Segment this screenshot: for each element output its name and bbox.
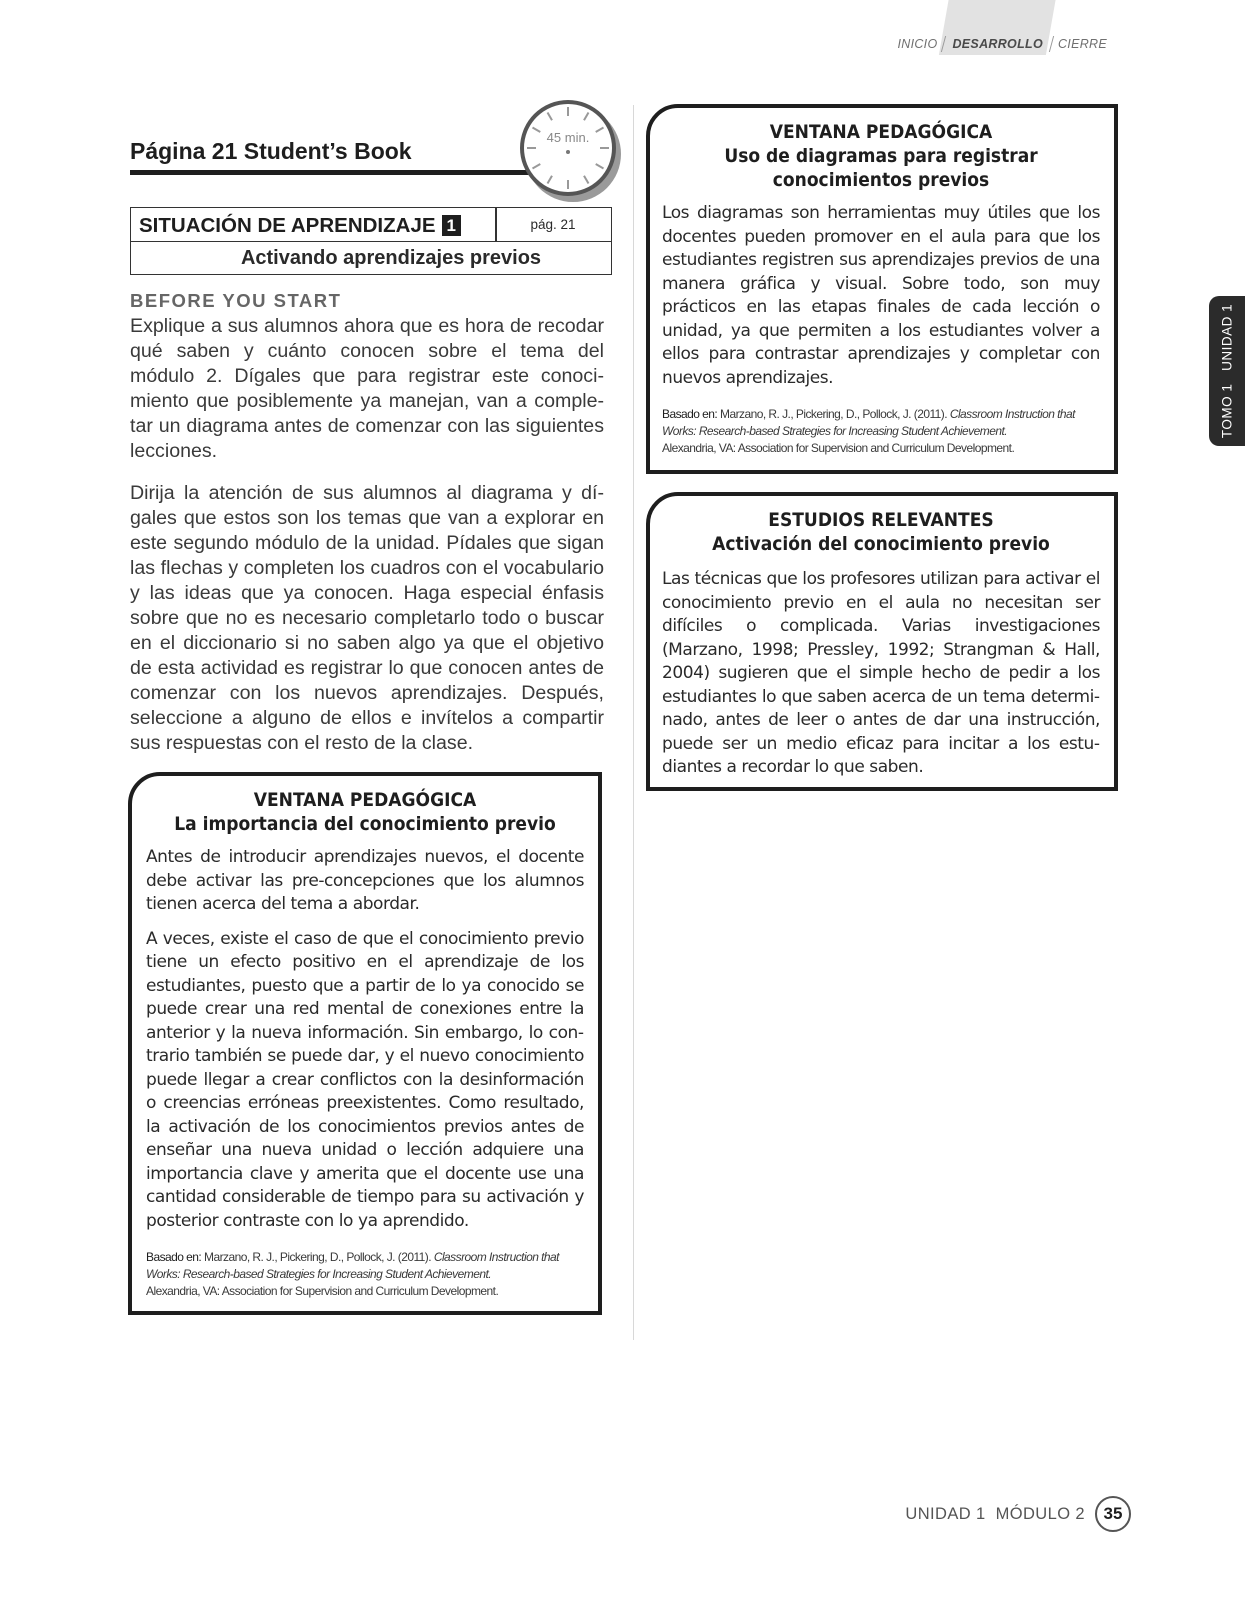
clock-center (566, 150, 570, 154)
situation-number: 1 (442, 215, 461, 236)
nav-separator (1049, 36, 1054, 52)
clock-tick (583, 175, 589, 184)
reference-title: Classroom Instruction that Works: Research-based Strategies for Increasing Student Achievement. (662, 407, 1075, 438)
reference-title: Classroom Instruction that Works: Research-based Strategies for Increasing Student Achievement. (146, 1250, 559, 1281)
callout-paragraph: Los diagramas son herramientas muy útiles que los docentes pueden promover en el aula para que los estudiantes registren sus aprendizajes previos de una manera gráfica y visual. Sobre todo, son muy prácticos en las etapas finales de cada lección o unidad, ya que permiten a los estudiantes volver a ellos para contrastar aprendizajes y completar con nuevos aprendizajes. (662, 203, 1100, 388)
callout-subheading: Uso de diagramas para registrar conocimientos previos (724, 145, 1038, 191)
reference-authors: Marzano, R. J., Pickering, D., Pollock, J. (2011). (717, 407, 950, 421)
footer-unit: UNIDAD 1 (905, 1504, 986, 1523)
clock-tick (583, 112, 589, 121)
situation-title (139, 214, 461, 238)
clock-tick (527, 147, 536, 149)
callout-paragraph: Antes de introducir aprendizajes nuevos, el docente debe activar las pre-concepciones que los alumnos tienen acerca del tema a abordar. (146, 847, 584, 914)
body-paragraph: Dirija la atención de sus alumnos al diagrama y dígales que estos son los temas que van a explorar en este segundo módulo de la unidad. Pídales que sigan las flechas y completen los cuadros con el vocabulario y las ideas que ya conocen. Haga especial énfasis sobre que no es necesario completarlo todo o buscar en el diccionario si no saben algo ya que el objetivo de esta actividad es registrar lo que conocen antes de comenzar con los nuevos aprendizajes. Después, seleccione a alguno de ellos e invítelos a compartir sus respuestas con el resto de la clase. (130, 482, 604, 754)
callout-heading: VENTANA PEDAGÓGICA (253, 789, 477, 811)
clock-tick (567, 180, 569, 189)
nav-desarrollo (950, 37, 1045, 51)
callout-heading: VENTANA PEDAGÓGICA (769, 121, 993, 143)
section-nav (897, 36, 1107, 52)
callout-paragraph: A veces, existe el caso de que el conocimiento previo tiene un efecto positivo en el aprendizaje de los estudiantes, puesto que a partir de lo ya conocido se puede crear una red mental de conexiones entre la anterior y la nueva información. Sin embargo, lo contrario también se puede dar, y el nuevo conocimiento puede llegar a crear conflictos con la desinformación o creencias erróneas preexistentes. Como resultado, la activación de los conocimientos previos antes de enseñar una nueva unidad o lección adquiere una importancia clave y amerita que el docente use una cantidad considerable de tiempo para su activación y posterior contraste con lo ya aprendido. (146, 928, 584, 1231)
page-number: 35 (1095, 1496, 1131, 1532)
reference-label: Basado en: (146, 1250, 202, 1264)
callout-subheading: La importancia del conocimiento previo (174, 813, 556, 835)
clock-tick (547, 112, 553, 121)
clock-tick (532, 163, 541, 169)
reference-authors: Marzano, R. J., Pickering, D., Pollock, J. (2011). (201, 1250, 434, 1264)
footer-module: MÓDULO 2 (995, 1504, 1085, 1523)
reference-label: Basado en: (662, 407, 718, 421)
side-tab (1209, 296, 1245, 446)
callout-reference (146, 1249, 584, 1300)
situation-subtitle: Activando aprendizajes previos (240, 247, 542, 269)
page-footer (905, 1496, 1131, 1532)
callout-paragraph: Las técnicas que los profesores utilizan para activar el conocimiento previo en el aula no necesitan ser difíciles o complicada. Varias investigaciones (Marzano, 1998; Pressley, 1992; Strangman & Hall, 2004) sugieren que el simple hecho de pedir a los estudiantes lo que saben acerca de un tema determinado, antes de leer o antes de dar una instrucción, puede ser un medio eficaz para incitar a los estudiantes a recordar lo que saben. (662, 569, 1100, 777)
page-title: Página 21 Student’s Book (130, 138, 412, 164)
estudios-relevantes-box (646, 492, 1118, 791)
callout-heading: ESTUDIOS RELEVANTES (768, 509, 994, 531)
nav-inicio: INICIO (897, 37, 938, 51)
before-you-start-heading: BEFORE YOU START (130, 290, 342, 311)
callout-subheading: Activación del conocimiento previo (712, 533, 1050, 555)
clock-tick (595, 163, 604, 169)
reference-publisher: Alexandria, VA: Association for Supervision and Curriculum Development. (662, 441, 1015, 455)
ventana-pedagogica-box (646, 104, 1118, 474)
situation-page-ref: pág. 21 (530, 217, 576, 232)
nav-cierre: CIERRE (1057, 37, 1107, 51)
clock-tick (547, 175, 553, 184)
side-tab-label: TOMO 1 UNIDAD 1 (1219, 303, 1235, 439)
clock-tick (567, 107, 569, 116)
clock-icon (520, 100, 616, 196)
situation-box (130, 207, 612, 275)
column-divider (633, 105, 634, 1340)
clock-tick (600, 147, 609, 149)
reference-publisher: Alexandria, VA: Association for Supervision and Curriculum Development. (146, 1284, 499, 1298)
clock-duration: 45 min. (546, 130, 590, 145)
body-paragraph: Explique a sus alumnos ahora que es hora de recodar qué saben y cuánto conocen sobre el tema del módulo 2. Dígales que para registrar este conocimiento que posiblemente ya manejan, van a completar un diagrama antes de comenzar con las siguientes lecciones. (130, 315, 604, 462)
ventana-pedagogica-box (128, 772, 602, 1315)
situation-title-text: SITUACIÓN DE APRENDIZAJE (139, 214, 436, 237)
nav-separator (941, 36, 946, 52)
callout-reference (662, 406, 1100, 457)
nav-desarrollo-label: DESARROLLO (952, 37, 1043, 51)
